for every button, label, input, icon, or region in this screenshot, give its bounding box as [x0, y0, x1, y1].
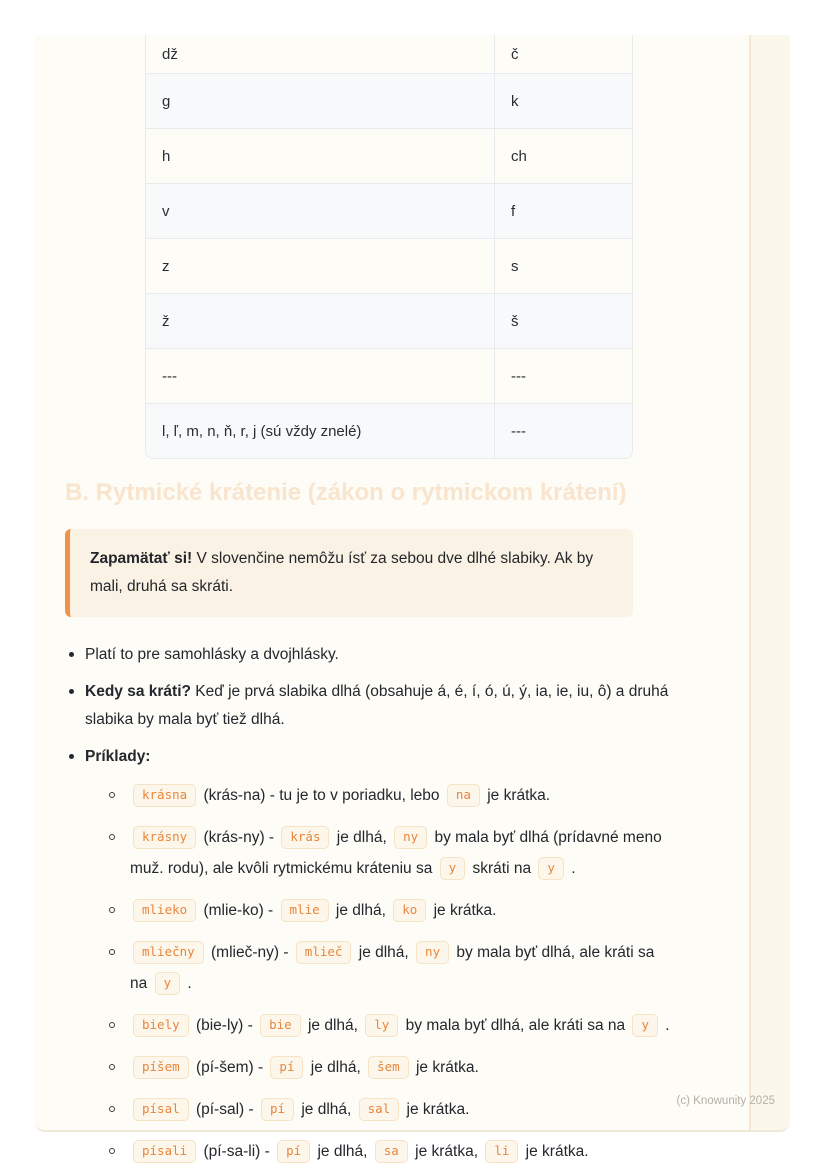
callout-title: Zapamätať si!	[90, 550, 193, 567]
table-row	[146, 348, 632, 403]
code-chip: krásna	[133, 784, 196, 807]
list-item	[65, 641, 675, 669]
code-chip: li	[485, 1140, 518, 1163]
example-text: (bie-ly) -	[191, 1017, 258, 1034]
example-text: (pí-sa-li) -	[199, 1143, 275, 1160]
code-chip: ny	[394, 826, 427, 849]
bullet-marker	[69, 652, 74, 657]
code-chip: krás	[281, 826, 329, 849]
sub-bullet-marker	[109, 792, 115, 798]
code-chip: pí	[270, 1056, 303, 1079]
table-cell-voiced: z	[162, 257, 170, 275]
table-cell-voiced: g	[162, 92, 171, 110]
code-chip: písali	[133, 1140, 196, 1163]
document-page	[35, 35, 790, 1160]
example-item	[65, 937, 675, 999]
code-chip: y	[440, 857, 466, 880]
example-text: je dlhá,	[313, 1143, 372, 1160]
code-chip: pí	[277, 1140, 310, 1163]
list-item	[65, 743, 675, 771]
example-text: .	[183, 975, 192, 992]
bullet-marker	[69, 754, 74, 759]
example-text: .	[660, 1017, 670, 1034]
table-cell-voiceless: ---	[494, 349, 632, 403]
example-text: (mlieč-ny) -	[206, 944, 293, 961]
code-chip: y	[538, 857, 564, 880]
example-text: je dlhá,	[303, 1017, 363, 1034]
table-cell-voiced: h	[162, 147, 171, 165]
examples-list	[65, 780, 675, 1167]
table-cell-voiced: l, ľ, m, n, ň, r, j (sú vždy znelé)	[162, 422, 362, 440]
example-text: je krátka.	[482, 787, 551, 804]
table-row	[146, 238, 632, 293]
code-chip: mliečny	[133, 941, 204, 964]
table-row	[146, 35, 632, 73]
example-text: (krás-ny) -	[199, 829, 279, 846]
example-text: je krátka.	[521, 1143, 589, 1160]
list-item	[65, 678, 675, 734]
table-row	[146, 183, 632, 238]
code-chip: mlieko	[133, 899, 196, 922]
example-item	[65, 1010, 675, 1041]
example-text: .	[566, 860, 576, 877]
page-edge-strip	[749, 35, 790, 1130]
code-chip: sal	[359, 1098, 400, 1121]
example-item	[65, 1094, 675, 1125]
table-cell-voiced: dž	[162, 45, 178, 63]
example-text: je krátka.	[429, 902, 497, 919]
example-text: (pí-šem) -	[191, 1059, 268, 1076]
sub-bullet-marker	[109, 949, 115, 955]
table-row	[146, 73, 632, 128]
example-text: (pí-sal) -	[191, 1101, 258, 1118]
example-text: je krátka,	[410, 1143, 483, 1160]
code-chip: biely	[133, 1014, 189, 1037]
code-chip: mlieč	[296, 941, 352, 964]
sub-bullet-marker	[109, 1148, 115, 1154]
table-cell-voiceless: f	[494, 184, 632, 238]
code-chip: y	[155, 972, 181, 995]
table-row	[146, 293, 632, 348]
code-chip: ny	[416, 941, 449, 964]
example-text: je dlhá,	[332, 829, 392, 846]
example-item	[65, 1052, 675, 1083]
list-item-text: Platí to pre samohlásky a dvojhlásky.	[85, 646, 339, 663]
sub-bullet-marker	[109, 1064, 115, 1070]
example-text: (krás-na) - tu je to v poriadku, lebo	[199, 787, 444, 804]
sub-bullet-marker	[109, 1022, 115, 1028]
code-chip: bie	[260, 1014, 301, 1037]
bullet-marker	[69, 689, 74, 694]
bullet-list	[65, 641, 675, 1167]
table-cell-voiceless: ---	[494, 404, 632, 458]
sub-bullet-marker	[109, 1106, 115, 1112]
sub-bullet-marker	[109, 907, 115, 913]
table-cell-voiceless: s	[494, 239, 632, 293]
code-chip: y	[632, 1014, 658, 1037]
example-text: je dlhá,	[331, 902, 391, 919]
example-text: je dlhá,	[297, 1101, 356, 1118]
table-row	[146, 403, 632, 458]
example-text: by mala byť dlhá (prídavné meno muž. rodu), ale kvôli rytmickému kráteniu sa	[130, 829, 662, 877]
code-chip: píšem	[133, 1056, 189, 1079]
table-cell-voiced: ---	[162, 367, 177, 385]
code-chip: ko	[393, 899, 426, 922]
example-text: je dlhá,	[306, 1059, 366, 1076]
code-chip: pí	[261, 1098, 294, 1121]
page-content	[35, 35, 675, 1167]
example-text: skráti na	[468, 860, 536, 877]
code-chip: mlie	[281, 899, 329, 922]
example-item	[65, 780, 675, 811]
example-text: by mala byť dlhá, ale kráti sa na	[401, 1017, 630, 1034]
code-chip: krásny	[133, 826, 196, 849]
table-cell-voiceless: č	[494, 35, 632, 73]
table-cell-voiceless: ch	[494, 129, 632, 183]
example-item	[65, 1136, 675, 1167]
table-row	[146, 128, 632, 183]
example-text: je dlhá,	[354, 944, 414, 961]
table-cell-voiceless: k	[494, 74, 632, 128]
table-cell-voiced: v	[162, 202, 170, 220]
list-item-bold-text: Kedy sa kráti?	[85, 683, 191, 700]
list-item-text: Keď je prvá slabika dlhá (obsahuje á, é, í, ó, ú, ý, ia, ie, iu, ô) a druhá slabika by mala byť tiež dlhá.	[85, 683, 669, 728]
example-item	[65, 895, 675, 926]
section-heading: B. Rytmické krátenie (zákon o rytmickom krátení)	[65, 479, 627, 506]
copyright: (c) Knowunity 2025	[676, 1095, 775, 1107]
example-text: je krátka.	[411, 1059, 479, 1076]
code-chip: písal	[133, 1098, 189, 1121]
code-chip: sa	[375, 1140, 408, 1163]
callout-text	[90, 545, 611, 601]
list-item-bold-text: Príklady:	[85, 748, 151, 765]
table-cell-voiceless: š	[494, 294, 632, 348]
voiced-voiceless-consonant-table	[145, 35, 633, 459]
code-chip: ly	[365, 1014, 398, 1037]
sub-bullet-marker	[109, 834, 115, 840]
example-item	[65, 822, 675, 884]
callout-body: V slovenčine nemôžu ísť za sebou dve dlhé slabiky. Ak by mali, druhá sa skráti.	[90, 550, 594, 595]
example-text: je krátka.	[402, 1101, 470, 1118]
callout-box	[65, 529, 633, 617]
code-chip: šem	[368, 1056, 409, 1079]
example-text: (mlie-ko) -	[199, 902, 278, 919]
code-chip: na	[447, 784, 480, 807]
example-text: by mala byť dlhá, ale kráti sa na	[130, 944, 655, 992]
table-cell-voiced: ž	[162, 312, 170, 330]
